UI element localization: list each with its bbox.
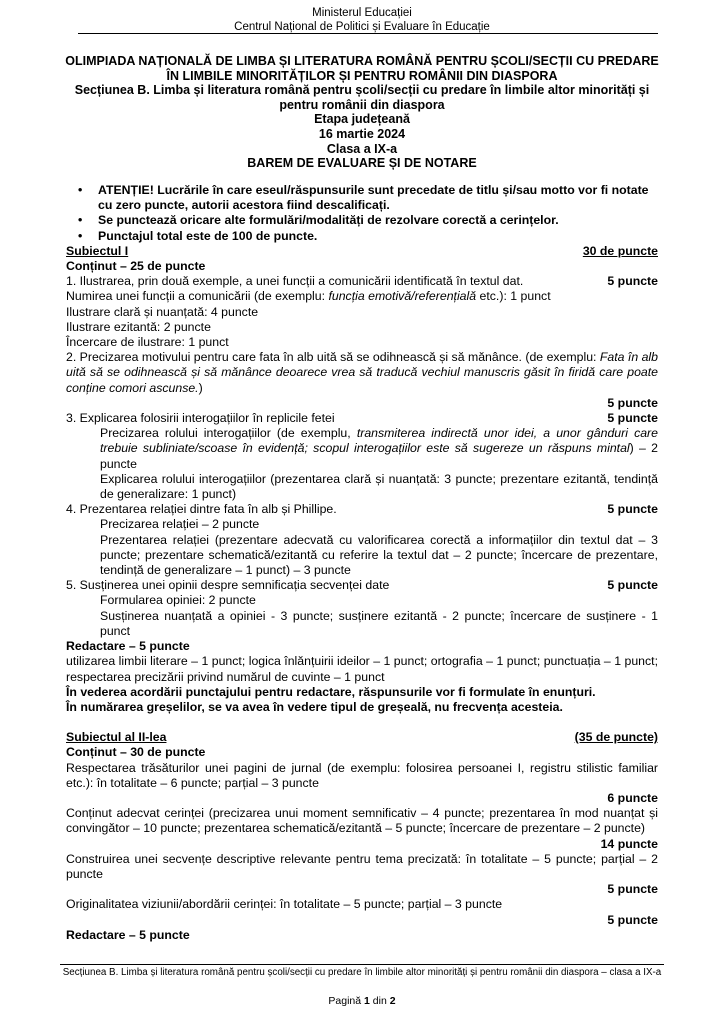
page-of: din bbox=[372, 995, 387, 1007]
header-ministry: Ministerul Educației bbox=[312, 7, 412, 19]
criterion-text: Precizarea rolului interogațiilor (de exemplu, bbox=[100, 426, 357, 441]
page-current: 1 bbox=[364, 995, 370, 1007]
criterion-3-points: 5 puncte bbox=[607, 882, 658, 897]
item-4-text: 4. Prezentarea relației dintre fata în alb și Phillipe. bbox=[66, 502, 337, 517]
document-title bbox=[62, 54, 662, 171]
item-1 bbox=[66, 274, 658, 289]
stage-label: Etapa județeană bbox=[314, 112, 410, 127]
criterion-example: funcția emotivă/referențială bbox=[328, 289, 477, 304]
subject-2-points: (35 de puncte) bbox=[574, 730, 658, 745]
item-4 bbox=[66, 502, 658, 517]
item-2-text-end: ) bbox=[198, 380, 203, 395]
item-1-points: 5 puncte bbox=[607, 274, 658, 289]
item-1-text: 1. Ilustrarea, prin două exemple, a unei funcții a comunicării identificată în textul dat. bbox=[66, 274, 524, 289]
redaction-note: În numărarea greșelilor, se va avea în vedere tipul de greșeală, nu frecvența acesteia. bbox=[66, 699, 563, 714]
notes-list bbox=[66, 183, 658, 244]
criterion-text: etc.): 1 punct bbox=[476, 289, 551, 304]
criterion-2: Conținut adecvat cerinței (precizarea unui moment semnificativ – 4 puncte; prezentarea în mod nuanțat și convingător – 10 puncte; prezentarea schematică/ezitantă – 5 puncte; încercare de prezentare – 2 puncte) bbox=[66, 806, 658, 836]
content-heading: Conținut – 30 de puncte bbox=[66, 745, 206, 760]
footer-text: Secțiunea B. Limba și literatura română pentru școli/secții cu predare în limbile altor minorități și pentru românii din diaspora – clasa a IX-a bbox=[62, 967, 662, 978]
item-3-text: 3. Explicarea folosirii interogațiilor în replicile fetei bbox=[66, 411, 335, 426]
subject-1-heading bbox=[66, 244, 658, 259]
criterion-example: transmiterea indirectă unor idei, a unor gânduri care trebuie subliniate/scoase în evidență; scopul interogațiilor este să sugereze un răspuns mintal bbox=[100, 426, 658, 456]
footer-divider bbox=[60, 964, 664, 965]
page-word: Pagină bbox=[328, 995, 362, 1007]
criterion-1: Respectarea trăsăturilor unei pagini de jurnal (de exemplu: folosirea persoanei I, registru stilistic familiar etc.): în totalitate – 6 puncte; parțial – 3 puncte bbox=[66, 760, 658, 790]
spacer bbox=[66, 715, 658, 730]
page-total: 2 bbox=[389, 995, 396, 1007]
subject-1-points: 30 de puncte bbox=[582, 243, 658, 258]
barem-title: BAREM DE EVALUARE ȘI DE NOTARE bbox=[247, 156, 477, 171]
exam-date: 16 martie 2024 bbox=[318, 126, 406, 141]
criterion-3: Construirea unei secvențe descriptive relevante pentru tema precizată: în totalitate – 5 puncte; parțial – 2 puncte bbox=[66, 851, 658, 881]
class-label: Clasa a IX-a bbox=[326, 141, 398, 156]
content-heading: Conținut – 25 de puncte bbox=[66, 259, 206, 274]
note-item: • ATENȚIE! Lucrările în care eseul/răspunsurile sunt precedate de titlu și/sau motto vor fi notate cu zero puncte, autorii acestora fiind descalificați. bbox=[98, 183, 658, 213]
item-4-criterion: Precizarea relației – 2 puncte bbox=[100, 517, 260, 532]
redaction-heading: Redactare – 5 puncte bbox=[66, 639, 190, 654]
section-title: Secțiunea B. Limba și literatura română pentru școli/secții cu predare în limbile altor minorități și pentru românii din diaspora bbox=[74, 83, 650, 112]
item-5-points: 5 puncte bbox=[607, 578, 658, 593]
item-1-criterion: Ilustrare ezitantă: 2 puncte bbox=[66, 319, 211, 334]
subject-1-title: Subiectul I bbox=[66, 243, 129, 258]
document-body bbox=[66, 183, 658, 943]
item-1-criterion: Ilustrare clară și nuanțată: 4 puncte bbox=[66, 304, 259, 319]
criterion-text: ) – 2 puncte bbox=[100, 441, 658, 471]
item-5-criterion: Susținerea nuanțată a opiniei - 3 puncte; susținere ezitantă - 2 puncte; încercare de susținere - 1 punct bbox=[100, 608, 658, 638]
redaction-note: În vederea acordării punctajului pentru redactare, răspunsurile vor fi formulate în enunțuri. bbox=[66, 684, 596, 699]
redaction-criteria: utilizarea limbii literare – 1 punct; logica înlănțuirii ideilor – 1 punct; ortografia – 1 punct; punctuația – 1 punct; respectarea precizării privind numărul de cuvinte – 1 punct bbox=[66, 654, 658, 684]
item-1-criterion bbox=[66, 289, 658, 304]
item-1-criterion: Încercare de ilustrare: 1 punct bbox=[66, 335, 229, 350]
criterion-4-points: 5 puncte bbox=[607, 912, 658, 927]
item-3-criterion bbox=[66, 426, 658, 472]
item-5-text: 5. Susținerea unei opinii despre semnificația secvenței date bbox=[66, 578, 390, 593]
item-5-criterion: Formularea opiniei: 2 puncte bbox=[100, 593, 256, 608]
criterion-1-points: 6 puncte bbox=[607, 790, 658, 805]
item-4-points: 5 puncte bbox=[607, 502, 658, 517]
item-3 bbox=[66, 411, 658, 426]
redaction-heading: Redactare – 5 puncte bbox=[66, 927, 190, 942]
item-3-criterion: Explicarea rolului interogațiilor (prezentarea clară și nuanțată: 3 puncte; prezentare ezitantă, tendință de generalizare: 1 punct) bbox=[100, 471, 658, 502]
criterion-4: Originalitatea viziunii/abordării cerinței: în totalitate – 5 puncte; parțial – 3 puncte bbox=[66, 897, 503, 912]
criterion-2-points: 14 puncte bbox=[600, 836, 658, 851]
subject-2-title: Subiectul al II-lea bbox=[66, 730, 167, 745]
item-2 bbox=[66, 350, 658, 396]
item-3-points: 5 puncte bbox=[607, 411, 658, 426]
note-item: • Punctajul total este de 100 de puncte. bbox=[98, 229, 658, 244]
page-number bbox=[0, 995, 724, 1007]
item-2-points: 5 puncte bbox=[607, 395, 658, 410]
header-center: Centrul Național de Politici și Evaluare în Educație bbox=[234, 21, 490, 33]
subject-2-heading bbox=[66, 730, 658, 745]
olympiad-title: OLIMPIADA NAȚIONALĂ DE LIMBA ȘI LITERATURA ROMÂNĂ PENTRU ȘCOLI/SECȚII CU PREDARE ÎN LIMBILE MINORITĂȚILOR ȘI PENTRU ROMÂNII DIN DIASPORA bbox=[65, 54, 659, 83]
item-5 bbox=[66, 578, 658, 593]
item-4-criterion: Prezentarea relației (prezentare adecvată cu valorificarea corectă a informațiilor din textul dat – 3 puncte; prezentare schematică/ezitantă cu referire la textul dat – 2 puncte; încercare de prezentare, tendință de generalizare – 1 punct) – 3 puncte bbox=[100, 532, 658, 578]
header-divider bbox=[78, 33, 658, 34]
criterion-text: Numirea unei funcții a comunicării (de exemplu: bbox=[66, 289, 329, 304]
item-2-text: 2. Precizarea motivului pentru care fata în alb uită să se odihnească și să mănânce. (de exemplu: bbox=[66, 350, 600, 365]
item-2-example: Fata în alb uită să se odihnească și să mănânce deoarece vrea să traducă vechiul manuscris găsit în firidă care poate conține comori ascunse. bbox=[66, 350, 658, 395]
note-item: • Se punctează oricare alte formulări/modalități de rezolvare corectă a cerințelor. bbox=[98, 213, 658, 228]
